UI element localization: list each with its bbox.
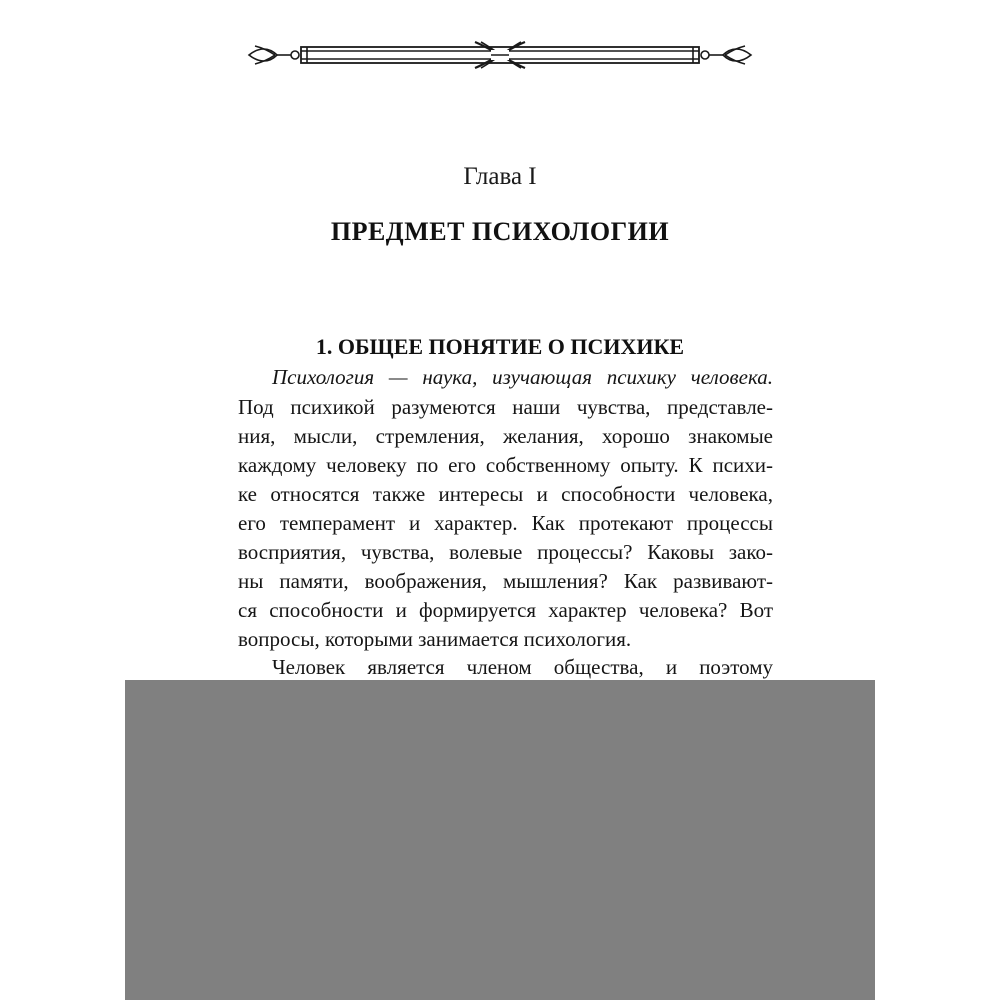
body-line: Человек является членом общества, и поэтому: [272, 655, 773, 679]
body-line-definition: Психология — наука, изучающая психику человека.: [272, 365, 773, 389]
body-line: ны памяти, воображения, мышления? Как развивают-: [238, 569, 773, 593]
body-line: вопросы, которыми занимается психология.: [238, 627, 632, 651]
body-line: ке относятся также интересы и способности человека,: [238, 482, 773, 506]
body-line: восприятия, чувства, волевые процессы? Каковы зако-: [238, 540, 773, 564]
body-line: ся способности и формируется характер человека? Вот: [238, 598, 773, 622]
chapter-label: Глава I: [463, 163, 537, 190]
chapter-title: ПРЕДМЕТ ПСИХОЛОГИИ: [330, 217, 670, 246]
decorative-rule-ornament-icon: [245, 38, 755, 72]
body-line: ния, мысли, стремления, желания, хорошо знакомые: [238, 424, 773, 448]
section-heading: 1. ОБЩЕЕ ПОНЯТИЕ О ПСИХИКЕ: [315, 334, 685, 359]
body-line: его темперамент и характер. Как протекают процессы: [238, 511, 773, 535]
redaction-block: [125, 680, 875, 1000]
body-line: Под психикой разумеются наши чувства, представле-: [238, 395, 773, 419]
body-line: каждому человеку по его собственному опыту. К психи-: [238, 453, 773, 477]
